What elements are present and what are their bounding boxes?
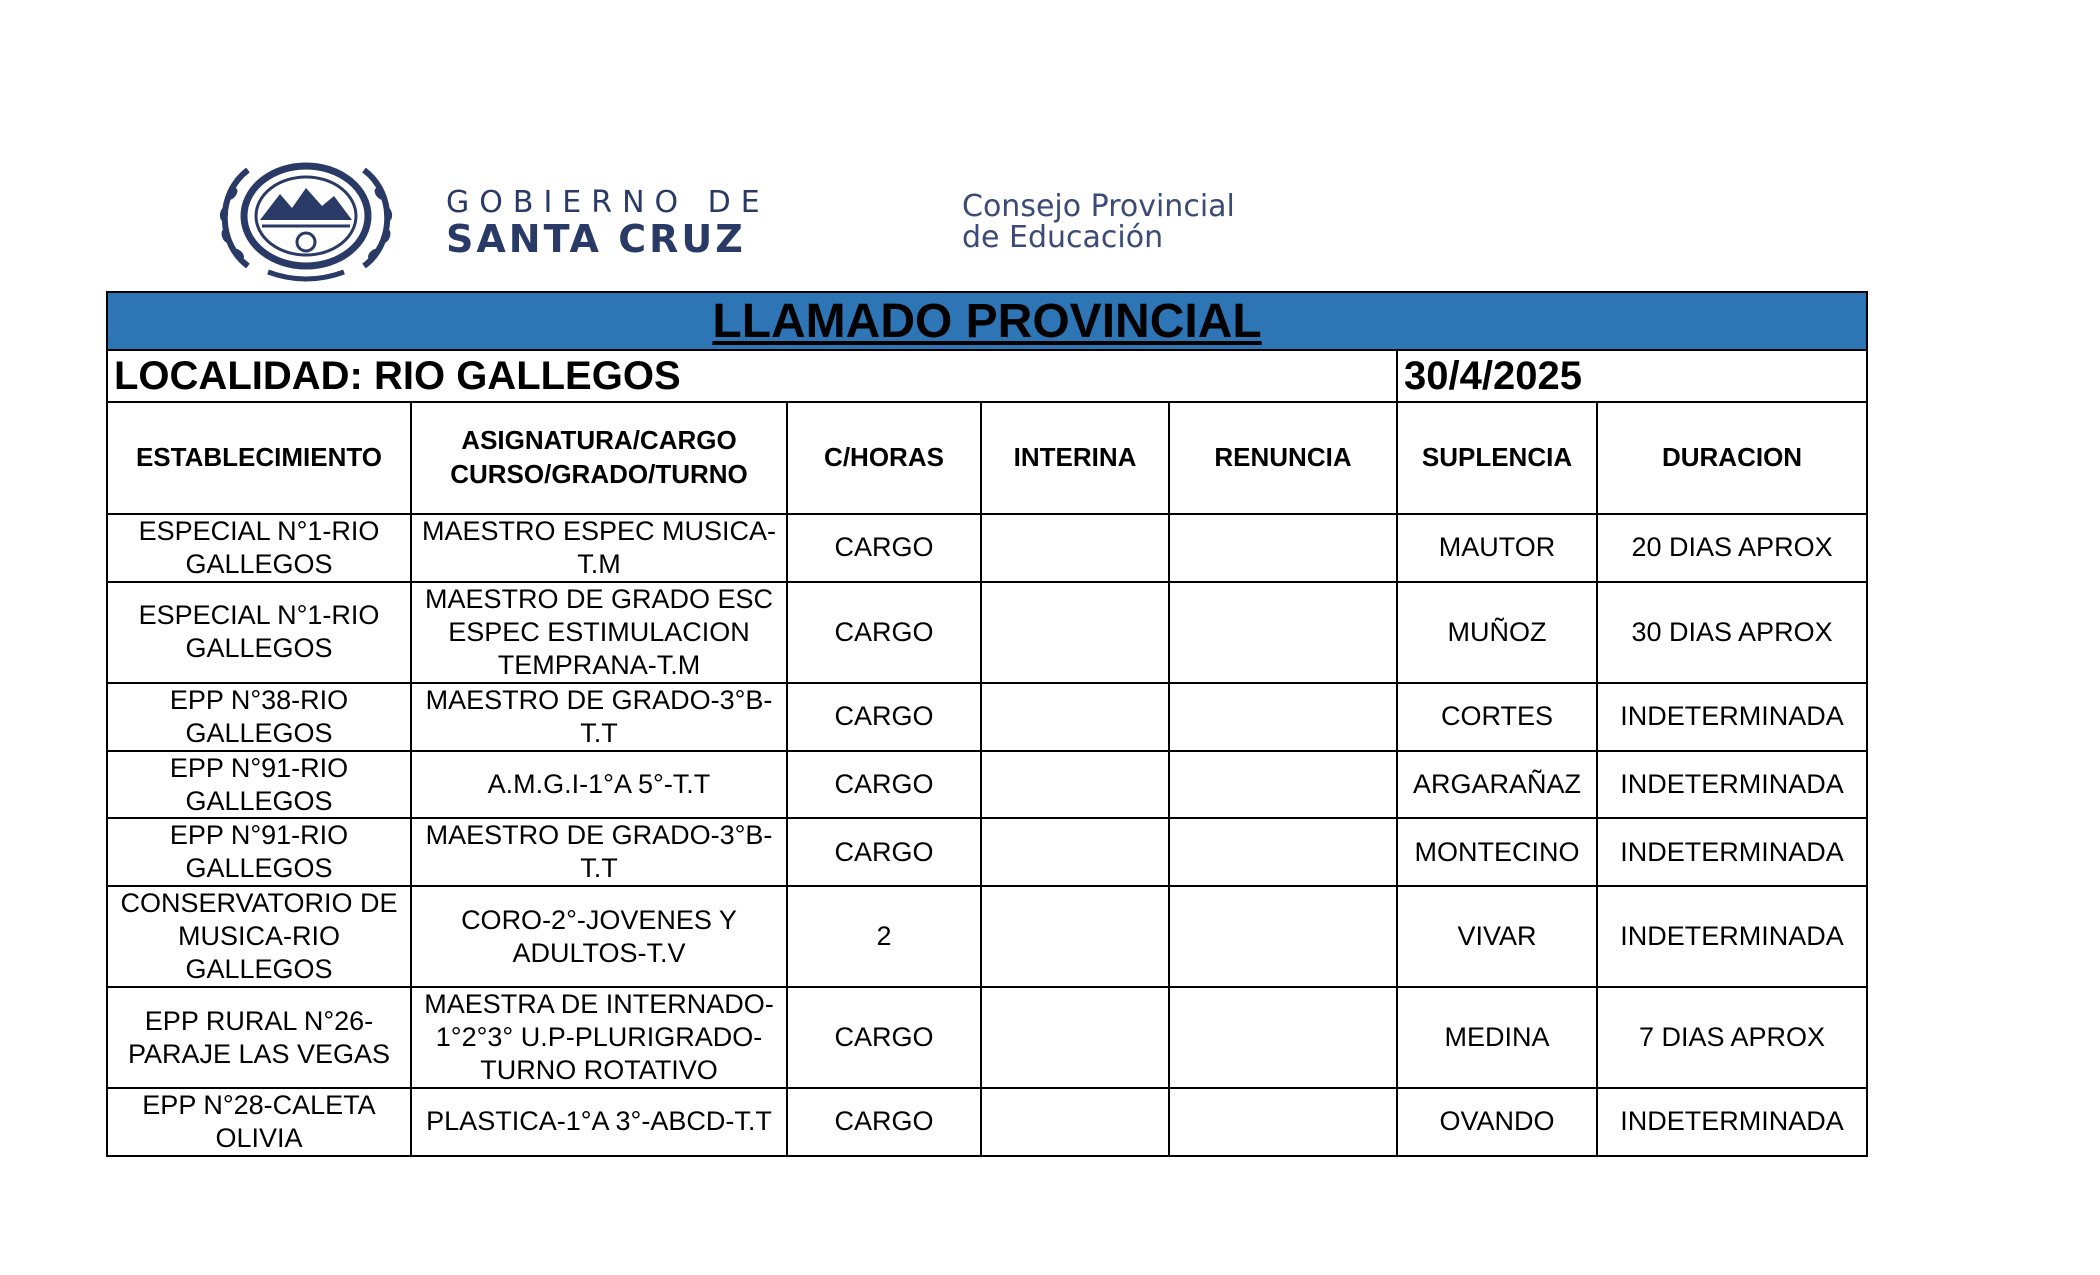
col-header-interina: INTERINA — [981, 402, 1169, 514]
cell-renuncia — [1169, 582, 1397, 683]
cell-renuncia — [1169, 987, 1397, 1088]
cell-horas: CARGO — [787, 514, 981, 582]
col-header-establecimiento: ESTABLECIMIENTO — [107, 402, 411, 514]
cell-interina — [981, 987, 1169, 1088]
cell-interina — [981, 683, 1169, 751]
table-row — [107, 683, 1867, 751]
table-row — [107, 582, 1867, 683]
table-row — [107, 514, 1867, 582]
col-header-duracion: DURACION — [1597, 402, 1867, 514]
gov-line2: SANTA CRUZ — [446, 217, 746, 261]
cell-duracion: INDETERMINADA — [1597, 818, 1867, 886]
cell-asignatura: MAESTRO DE GRADO-3°B-T.T — [411, 818, 787, 886]
cell-asignatura: MAESTRO DE GRADO ESC ESPEC ESTIMULACION TEMPRANA-T.M — [411, 582, 787, 683]
cell-renuncia — [1169, 1088, 1397, 1156]
cell-establecimiento: EPP RURAL N°26-PARAJE LAS VEGAS — [107, 987, 411, 1088]
council-logo-text — [962, 189, 1235, 255]
cell-establecimiento: CONSERVATORIO DE MUSICA-RIO GALLEGOS — [107, 886, 411, 987]
cell-interina — [981, 514, 1169, 582]
gov-line1: GOBIERNO DE — [446, 185, 770, 220]
table-row — [107, 1088, 1867, 1156]
cell-asignatura: A.M.G.I-1°A 5°-T.T — [411, 751, 787, 819]
cell-asignatura: PLASTICA-1°A 3°-ABCD-T.T — [411, 1088, 787, 1156]
cell-horas: CARGO — [787, 987, 981, 1088]
cell-duracion: 30 DIAS APROX — [1597, 582, 1867, 683]
cell-suplencia: OVANDO — [1397, 1088, 1597, 1156]
cell-establecimiento: EPP N°91-RIO GALLEGOS — [107, 818, 411, 886]
date-label: 30/4/2025 — [1397, 350, 1867, 402]
cell-horas: CARGO — [787, 582, 981, 683]
cell-establecimiento: ESPECIAL N°1-RIO GALLEGOS — [107, 514, 411, 582]
cell-suplencia: MAUTOR — [1397, 514, 1597, 582]
cell-suplencia: MUÑOZ — [1397, 582, 1597, 683]
table-row — [107, 886, 1867, 987]
cell-duracion: INDETERMINADA — [1597, 1088, 1867, 1156]
government-logo-text — [446, 185, 770, 261]
table-row — [107, 987, 1867, 1088]
council-line2: de Educación — [962, 220, 1164, 255]
cell-asignatura: MAESTRA DE INTERNADO-1°2°3° U.P-PLURIGRADO-TURNO ROTATIVO — [411, 987, 787, 1088]
cell-renuncia — [1169, 683, 1397, 751]
cell-suplencia: ARGARAÑAZ — [1397, 751, 1597, 819]
cell-renuncia — [1169, 818, 1397, 886]
cell-interina — [981, 582, 1169, 683]
cell-renuncia — [1169, 886, 1397, 987]
cell-interina — [981, 886, 1169, 987]
cell-duracion: 20 DIAS APROX — [1597, 514, 1867, 582]
cell-suplencia: MEDINA — [1397, 987, 1597, 1088]
cell-horas: CARGO — [787, 818, 981, 886]
col-header-horas: C/HORAS — [787, 402, 981, 514]
col-header-asignatura: ASIGNATURA/CARGO CURSO/GRADO/TURNO — [411, 402, 787, 514]
cell-horas: CARGO — [787, 751, 981, 819]
vacancies-table — [106, 291, 1868, 1157]
cell-interina — [981, 818, 1169, 886]
cell-interina — [981, 1088, 1169, 1156]
page-title: LLAMADO PROVINCIAL — [107, 292, 1867, 350]
col-header-suplencia: SUPLENCIA — [1397, 402, 1597, 514]
cell-suplencia: MONTECINO — [1397, 818, 1597, 886]
cell-renuncia — [1169, 514, 1397, 582]
cell-asignatura: MAESTRO ESPEC MUSICA-T.M — [411, 514, 787, 582]
cell-renuncia — [1169, 751, 1397, 819]
cell-duracion: INDETERMINADA — [1597, 751, 1867, 819]
council-line1: Consejo Provincial — [962, 189, 1235, 224]
col-header-renuncia: RENUNCIA — [1169, 402, 1397, 514]
cell-interina — [981, 751, 1169, 819]
cell-establecimiento: ESPECIAL N°1-RIO GALLEGOS — [107, 582, 411, 683]
column-header-row — [107, 402, 1867, 514]
cell-establecimiento: EPP N°91-RIO GALLEGOS — [107, 751, 411, 819]
cell-asignatura: CORO-2°-JOVENES Y ADULTOS-T.V — [411, 886, 787, 987]
cell-establecimiento: EPP N°28-CALETA OLIVIA — [107, 1088, 411, 1156]
cell-suplencia: VIVAR — [1397, 886, 1597, 987]
cell-horas: CARGO — [787, 1088, 981, 1156]
title-row — [107, 292, 1867, 350]
cell-duracion: INDETERMINADA — [1597, 683, 1867, 751]
table-row — [107, 818, 1867, 886]
document-header — [0, 0, 2100, 290]
cell-horas: 2 — [787, 886, 981, 987]
table-row — [107, 751, 1867, 819]
cell-duracion: 7 DIAS APROX — [1597, 987, 1867, 1088]
locality-row — [107, 350, 1867, 402]
locality-label: LOCALIDAD: RIO GALLEGOS — [107, 350, 1397, 402]
cell-duracion: INDETERMINADA — [1597, 886, 1867, 987]
cell-suplencia: CORTES — [1397, 683, 1597, 751]
cell-horas: CARGO — [787, 683, 981, 751]
santa-cruz-seal-icon — [208, 154, 404, 284]
cell-asignatura: MAESTRO DE GRADO-3°B-T.T — [411, 683, 787, 751]
cell-establecimiento: EPP N°38-RIO GALLEGOS — [107, 683, 411, 751]
